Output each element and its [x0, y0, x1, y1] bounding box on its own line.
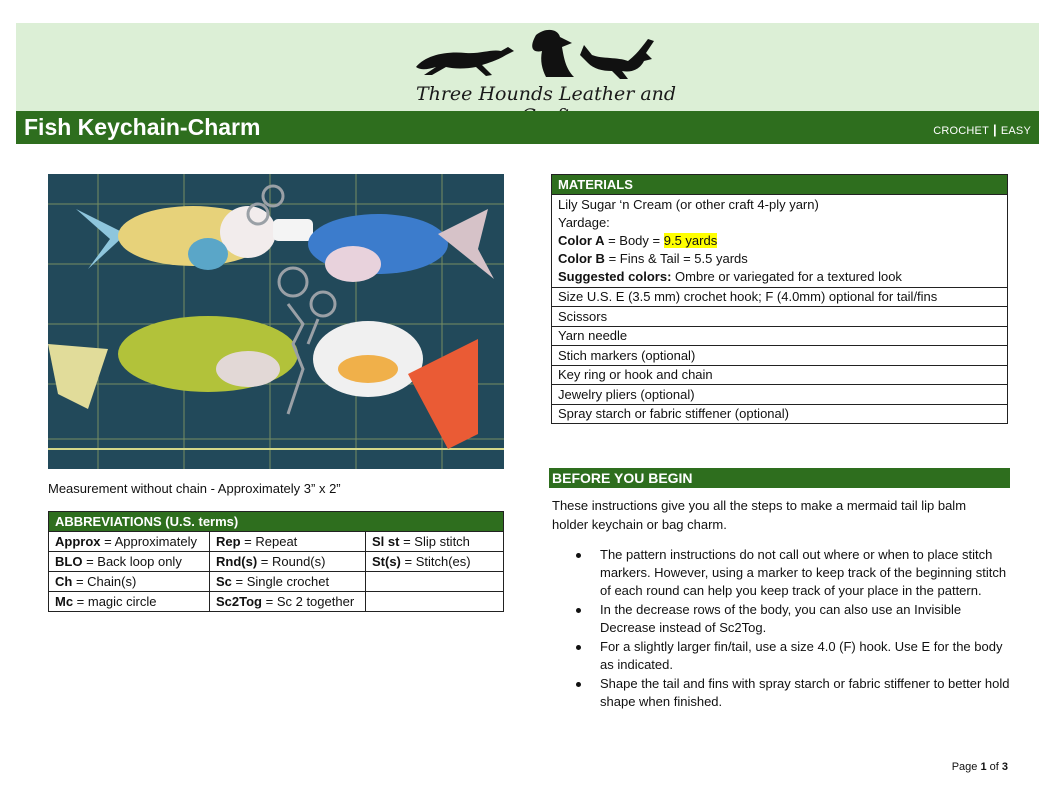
greyhound-silhouettes-logo	[396, 25, 696, 109]
difficulty-tags	[933, 122, 1031, 137]
material-item: Stich markers (optional)	[552, 346, 1008, 366]
bullet-icon	[576, 645, 581, 650]
abbr-cell: Ch = Chain(s)	[49, 572, 210, 592]
hounds-logo-icon	[396, 25, 696, 85]
abbr-cell: Approx = Approximately	[49, 532, 210, 552]
material-item: Size U.S. E (3.5 mm) crochet hook; F (4.0mm) optional for tail/fins	[552, 287, 1008, 307]
page-title: Fish Keychain-Charm	[24, 114, 261, 140]
tips-list	[552, 546, 1010, 712]
before-you-begin-heading: BEFORE YOU BEGIN	[549, 468, 1010, 488]
list-item: In the decrease rows of the body, you can also use an Invisible Decrease instead of Sc2Tog.	[552, 601, 1010, 637]
abbr-cell-empty	[366, 572, 504, 592]
table-row	[552, 287, 1008, 307]
yarn-details-cell	[552, 194, 1008, 287]
abbr-cell-empty	[366, 592, 504, 612]
suggested-colors-line: Suggested colors: Ombre or variegated for a textured look	[558, 268, 902, 284]
tag-separator: |	[993, 122, 997, 137]
table-row	[552, 365, 1008, 385]
bullet-icon	[576, 682, 581, 687]
list-item: The pattern instructions do not call out where or when to place stitch markers. However, using a marker to keep track of the beginning stitch of each round can help you keep track of your place in the pattern.	[552, 546, 1010, 600]
materials-table	[551, 174, 1008, 424]
color-a-line: Color A = Body = 9.5 yards	[558, 232, 718, 248]
abbr-cell: Rnd(s) = Round(s)	[210, 552, 366, 572]
table-row	[49, 532, 504, 552]
abbreviations-heading: ABBREVIATIONS (U.S. terms)	[49, 512, 504, 532]
color-b-line: Color B = Fins & Tail = 5.5 yards	[558, 250, 748, 266]
table-row	[552, 385, 1008, 405]
table-row	[49, 572, 504, 592]
before-intro-text: These instructions give you all the steps to make a mermaid tail lip balm holder keychain or bag charm.	[552, 498, 967, 532]
material-item: Spray starch or fabric stiffener (optional)	[552, 404, 1008, 424]
table-row	[552, 346, 1008, 366]
list-item: For a slightly larger fin/tail, use a size 4.0 (F) hook. Use E for the body as indicated.	[552, 638, 1010, 674]
table-row	[49, 592, 504, 612]
abbr-cell: Sc2Tog = Sc 2 together	[210, 592, 366, 612]
abbr-cell: Mc = magic circle	[49, 592, 210, 612]
material-item: Key ring or hook and chain	[552, 365, 1008, 385]
tag-craft: CROCHET	[933, 125, 989, 137]
abbr-cell: BLO = Back loop only	[49, 552, 210, 572]
fish-photo-icon	[48, 174, 504, 469]
yarn-text: Lily Sugar ‘n Cream (or other craft 4-ply yarn)	[558, 196, 819, 212]
material-item: Scissors	[552, 307, 1008, 327]
list-item: Shape the tail and fins with spray starch or fabric stiffener to better hold shape when finished.	[552, 675, 1010, 711]
material-item: Jewelry pliers (optional)	[552, 385, 1008, 405]
table-row	[49, 552, 504, 572]
table-row	[552, 307, 1008, 327]
tag-level: EASY	[1000, 125, 1031, 137]
header-banner	[16, 23, 1039, 111]
crocheted-fish-keychains-photo	[48, 174, 504, 469]
abbr-cell: Sl st = Slip stitch	[366, 532, 504, 552]
materials-heading: MATERIALS	[552, 175, 1008, 195]
title-bar	[16, 111, 1039, 144]
measurement-caption: Measurement without chain - Approximately 3” x 2”	[48, 481, 341, 496]
yardage-label: Yardage:	[558, 214, 610, 230]
bullet-icon	[576, 553, 581, 558]
material-item: Yarn needle	[552, 326, 1008, 346]
color-a-yards-highlight: 9.5 yards	[663, 232, 718, 248]
abbreviations-table	[48, 511, 504, 612]
abbr-cell: Sc = Single crochet	[210, 572, 366, 592]
table-row	[552, 326, 1008, 346]
brand-name: Three Hounds Leather and	[415, 83, 677, 105]
table-row	[552, 404, 1008, 424]
bullet-icon	[576, 608, 581, 613]
page-number: Page 1 of 3	[951, 761, 1008, 773]
abbr-cell: Rep = Repeat	[210, 532, 366, 552]
table-row	[552, 194, 1008, 287]
abbr-cell: St(s) = Stitch(es)	[366, 552, 504, 572]
